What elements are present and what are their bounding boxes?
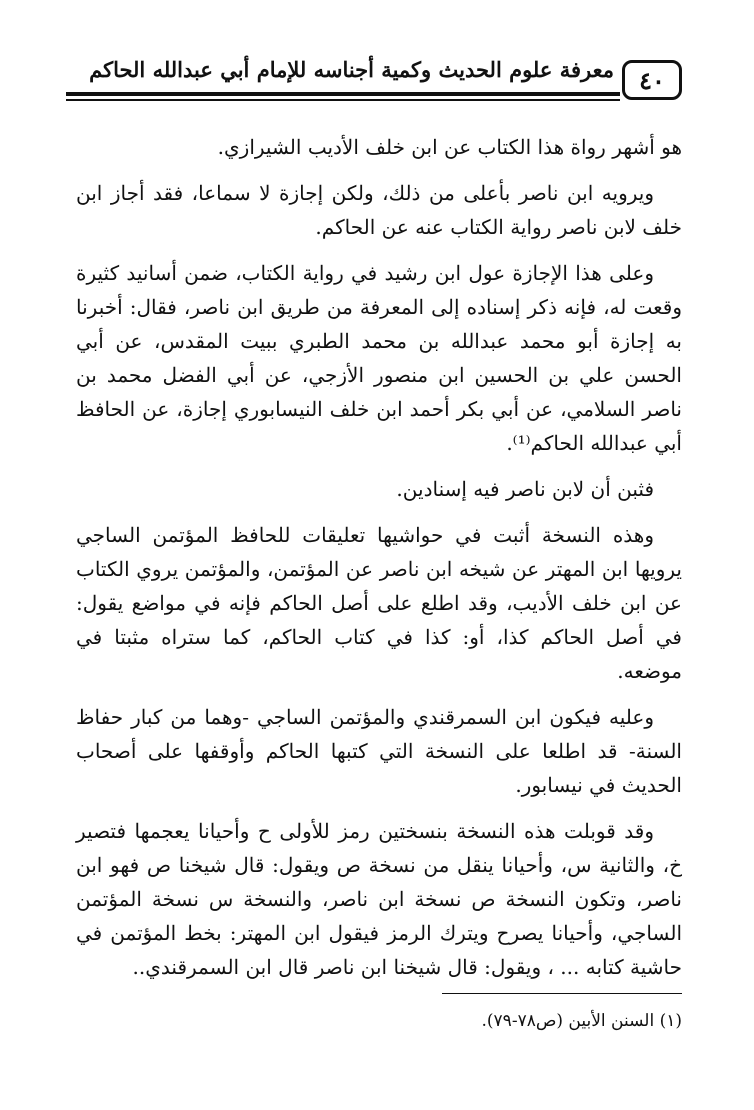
paragraph-5: وهذه النسخة أثبت في حواشيها تعليقات للحافظ المؤتمن الساجي يرويها ابن المهتر عن شيخه ابن ناصر عن المؤتمن، والمؤتمن يروي الكتاب عن ابن خلف الأديب، وقد اطلع على أصل الحاكم فإنه في مواضع يقول: في أصل الحاكم كذا، أو: كذا في كتاب الحاكم، كما ستراه مثبتا في موضعه. bbox=[76, 523, 682, 683]
paragraph-4: فثبن أن لابن ناصر فيه إسنادين. bbox=[396, 477, 654, 501]
footnote-separator bbox=[442, 993, 682, 994]
paragraph-7: وقد قوبلت هذه النسخة بنسختين رمز للأولى ح وأحيانا يعجمها فتصير خ، والثانية س، وأحيانا ينقل من نسخة ص ويقول: قال شيخنا ص فهو ابن ناصر، وتكون النسخة ص نسخة ابن ناصر، والنسخة س نسخة المؤتمن الساجي، وأحيانا يصرح ويترك الرمز فيقول ابن المهتر: بخط المؤتمن في حاشية كتابه ... ، ويقول: قال شيخنا ابن ناصر قال ابن السمرقندي.. bbox=[76, 819, 682, 979]
running-title: معرفة علوم الحديث وكمية أجناسه للإمام أبي عبدالله الحاكم bbox=[89, 57, 614, 82]
footnote: (١) السنن الأبين (ص٧٨-٧٩). bbox=[481, 1011, 682, 1031]
paragraph-6: وعليه فيكون ابن السمرقندي والمؤتمن الساجي -وهما من كبار حفاظ السنة- قد اطلعا على النسخة التي كتبها الحاكم وأوقفها على أصحاب الحديث في نيسابور. bbox=[76, 705, 682, 797]
paragraph-2: ويرويه ابن ناصر بأعلى من ذلك، ولكن إجازة لا سماعا، فقد أجاز ابن خلف لابن ناصر رواية الكتاب عنه عن الحاكم. bbox=[76, 181, 682, 239]
header-rule-thick bbox=[66, 92, 620, 96]
paragraph-1: هو أشهر رواة هذا الكتاب عن ابن خلف الأديب الشيرازي. bbox=[217, 135, 682, 159]
page-number: ٤٠ bbox=[622, 60, 682, 100]
header-rule-thin bbox=[66, 99, 620, 101]
body-text bbox=[76, 130, 682, 996]
paragraph-3: وعلى هذا الإجازة عول ابن رشيد في رواية الكتاب، ضمن أسانيد كثيرة وقعت له، فإنه ذكر إسناده إلى المعرفة من طريق ابن ناصر، فقال: أخبرنا به إجازة أبو محمد عبدالله بن محمد الطبري ببيت المقدس، عن أبي الحسن علي بن الحسين ابن منصور الأزجي، عن أبي الفضل محمد بن ناصر السلامي، عن أبي بكر أحمد ابن خلف النيسابوري إجازة، عن الحافظ أبي عبدالله الحاكم⁽¹⁾. bbox=[76, 261, 682, 455]
